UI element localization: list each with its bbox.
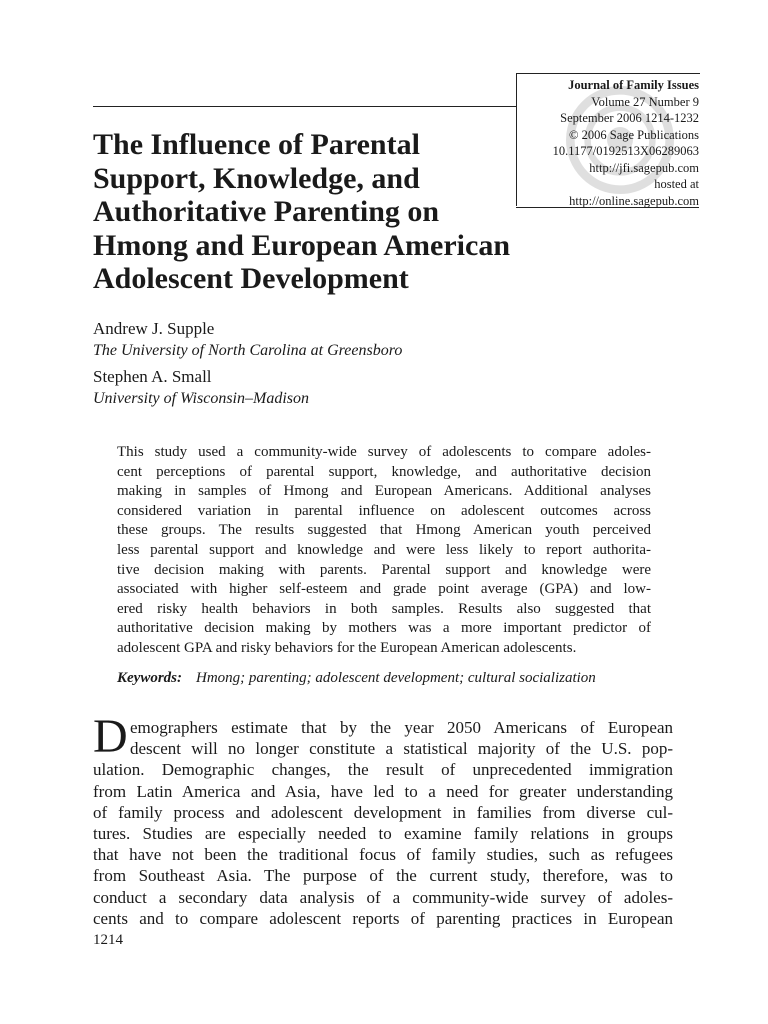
journal-copyright: © 2006 Sage Publications xyxy=(569,127,699,142)
title-line: Hmong and European American xyxy=(93,228,510,262)
body-line: from Southeast Asia. The purpose of the current study, therefore, was to xyxy=(93,866,673,886)
abstract-line: This study used a community-wide survey of adolescents to compare adoles- xyxy=(117,444,651,460)
author-name: Andrew J. Supple xyxy=(93,319,215,338)
body-line: ulation. Demographic changes, the result of unprecedented immigration xyxy=(93,760,673,780)
abstract-line: considered variation in parental influence on adolescent outcomes across xyxy=(117,502,651,519)
abstract-line: making in samples of Hmong and European Americans. Additional analyses xyxy=(117,483,651,500)
journal-doi: 10.1177/0192513X06289063 xyxy=(552,144,699,158)
body-line: cents and to compare adolescent reports of parenting practices in European xyxy=(93,908,673,928)
abstract-line: these groups. The results suggested that Hmong American youth perceived xyxy=(117,522,651,539)
abstract-line: ered risky health behaviors in both samples. Results also suggested that xyxy=(117,600,651,617)
author-affiliation: University of Wisconsin–Madison xyxy=(93,390,309,407)
body-line: tures. Studies are especially needed to examine family relations in groups xyxy=(93,824,673,844)
abstract-line: cent perceptions of parental support, knowledge, and authoritative decision xyxy=(117,463,651,480)
keywords-text: Hmong; parenting; adolescent development; cultural socialization xyxy=(196,670,596,686)
hosted-url-link[interactable]: http://online.sagepub.com xyxy=(569,193,699,208)
body-line: of family process and adolescent development in families from diverse cul- xyxy=(93,802,673,822)
body-paragraph xyxy=(93,710,673,929)
keywords-label: Keywords: xyxy=(117,670,182,686)
title-line: The Influence of Parental xyxy=(93,128,420,161)
abstract-line: tive decision making with parents. Parental support and knowledge were xyxy=(117,561,651,578)
journal-url-link[interactable]: http://jfi.sagepub.com xyxy=(589,160,699,175)
abstract-line: less parental support and knowledge and were less likely to report authorita- xyxy=(117,541,651,558)
body-line: that have not been the traditional focus of family studies, such as refugees xyxy=(93,845,673,865)
author-list xyxy=(93,318,613,410)
author-block xyxy=(93,366,613,410)
body-line: emographers estimate that by the year 2050 Americans of European xyxy=(130,718,673,737)
drop-cap: D xyxy=(93,710,128,763)
author-name: Stephen A. Small xyxy=(93,367,212,386)
hosted-label: hosted at xyxy=(654,177,699,191)
author-block xyxy=(93,318,613,362)
body-line: descent will no longer constitute a statistical majority of the U.S. pop- xyxy=(130,739,673,759)
keywords xyxy=(117,668,651,688)
abstract-line: associated with higher self-esteem and grade point average (GPA) and low- xyxy=(117,581,651,598)
abstract-line: authoritative decision making by mothers was a more important predictor of xyxy=(117,620,651,637)
journal-volume: Volume 27 Number 9 xyxy=(591,94,699,109)
title-line: Adolescent Development xyxy=(93,262,409,295)
journal-date-pages: September 2006 1214-1232 xyxy=(560,111,699,125)
title-line: Support, Knowledge, and xyxy=(93,161,420,195)
article-title xyxy=(93,128,613,296)
page-number: 1214 xyxy=(93,932,123,948)
journal-name: Journal of Family Issues xyxy=(568,78,699,92)
body-line: conduct a secondary data analysis of a community-wide survey of adoles- xyxy=(93,887,673,907)
body-line: from Latin America and Asia, have led to a need for greater understanding xyxy=(93,781,673,801)
abstract-line: adolescent GPA and risky behaviors for the European American adolescents. xyxy=(117,639,577,656)
journal-box-top-rule xyxy=(517,73,700,74)
author-affiliation: The University of North Carolina at Greensboro xyxy=(93,342,403,359)
title-line: Authoritative Parenting on xyxy=(93,195,440,228)
abstract xyxy=(117,443,651,659)
